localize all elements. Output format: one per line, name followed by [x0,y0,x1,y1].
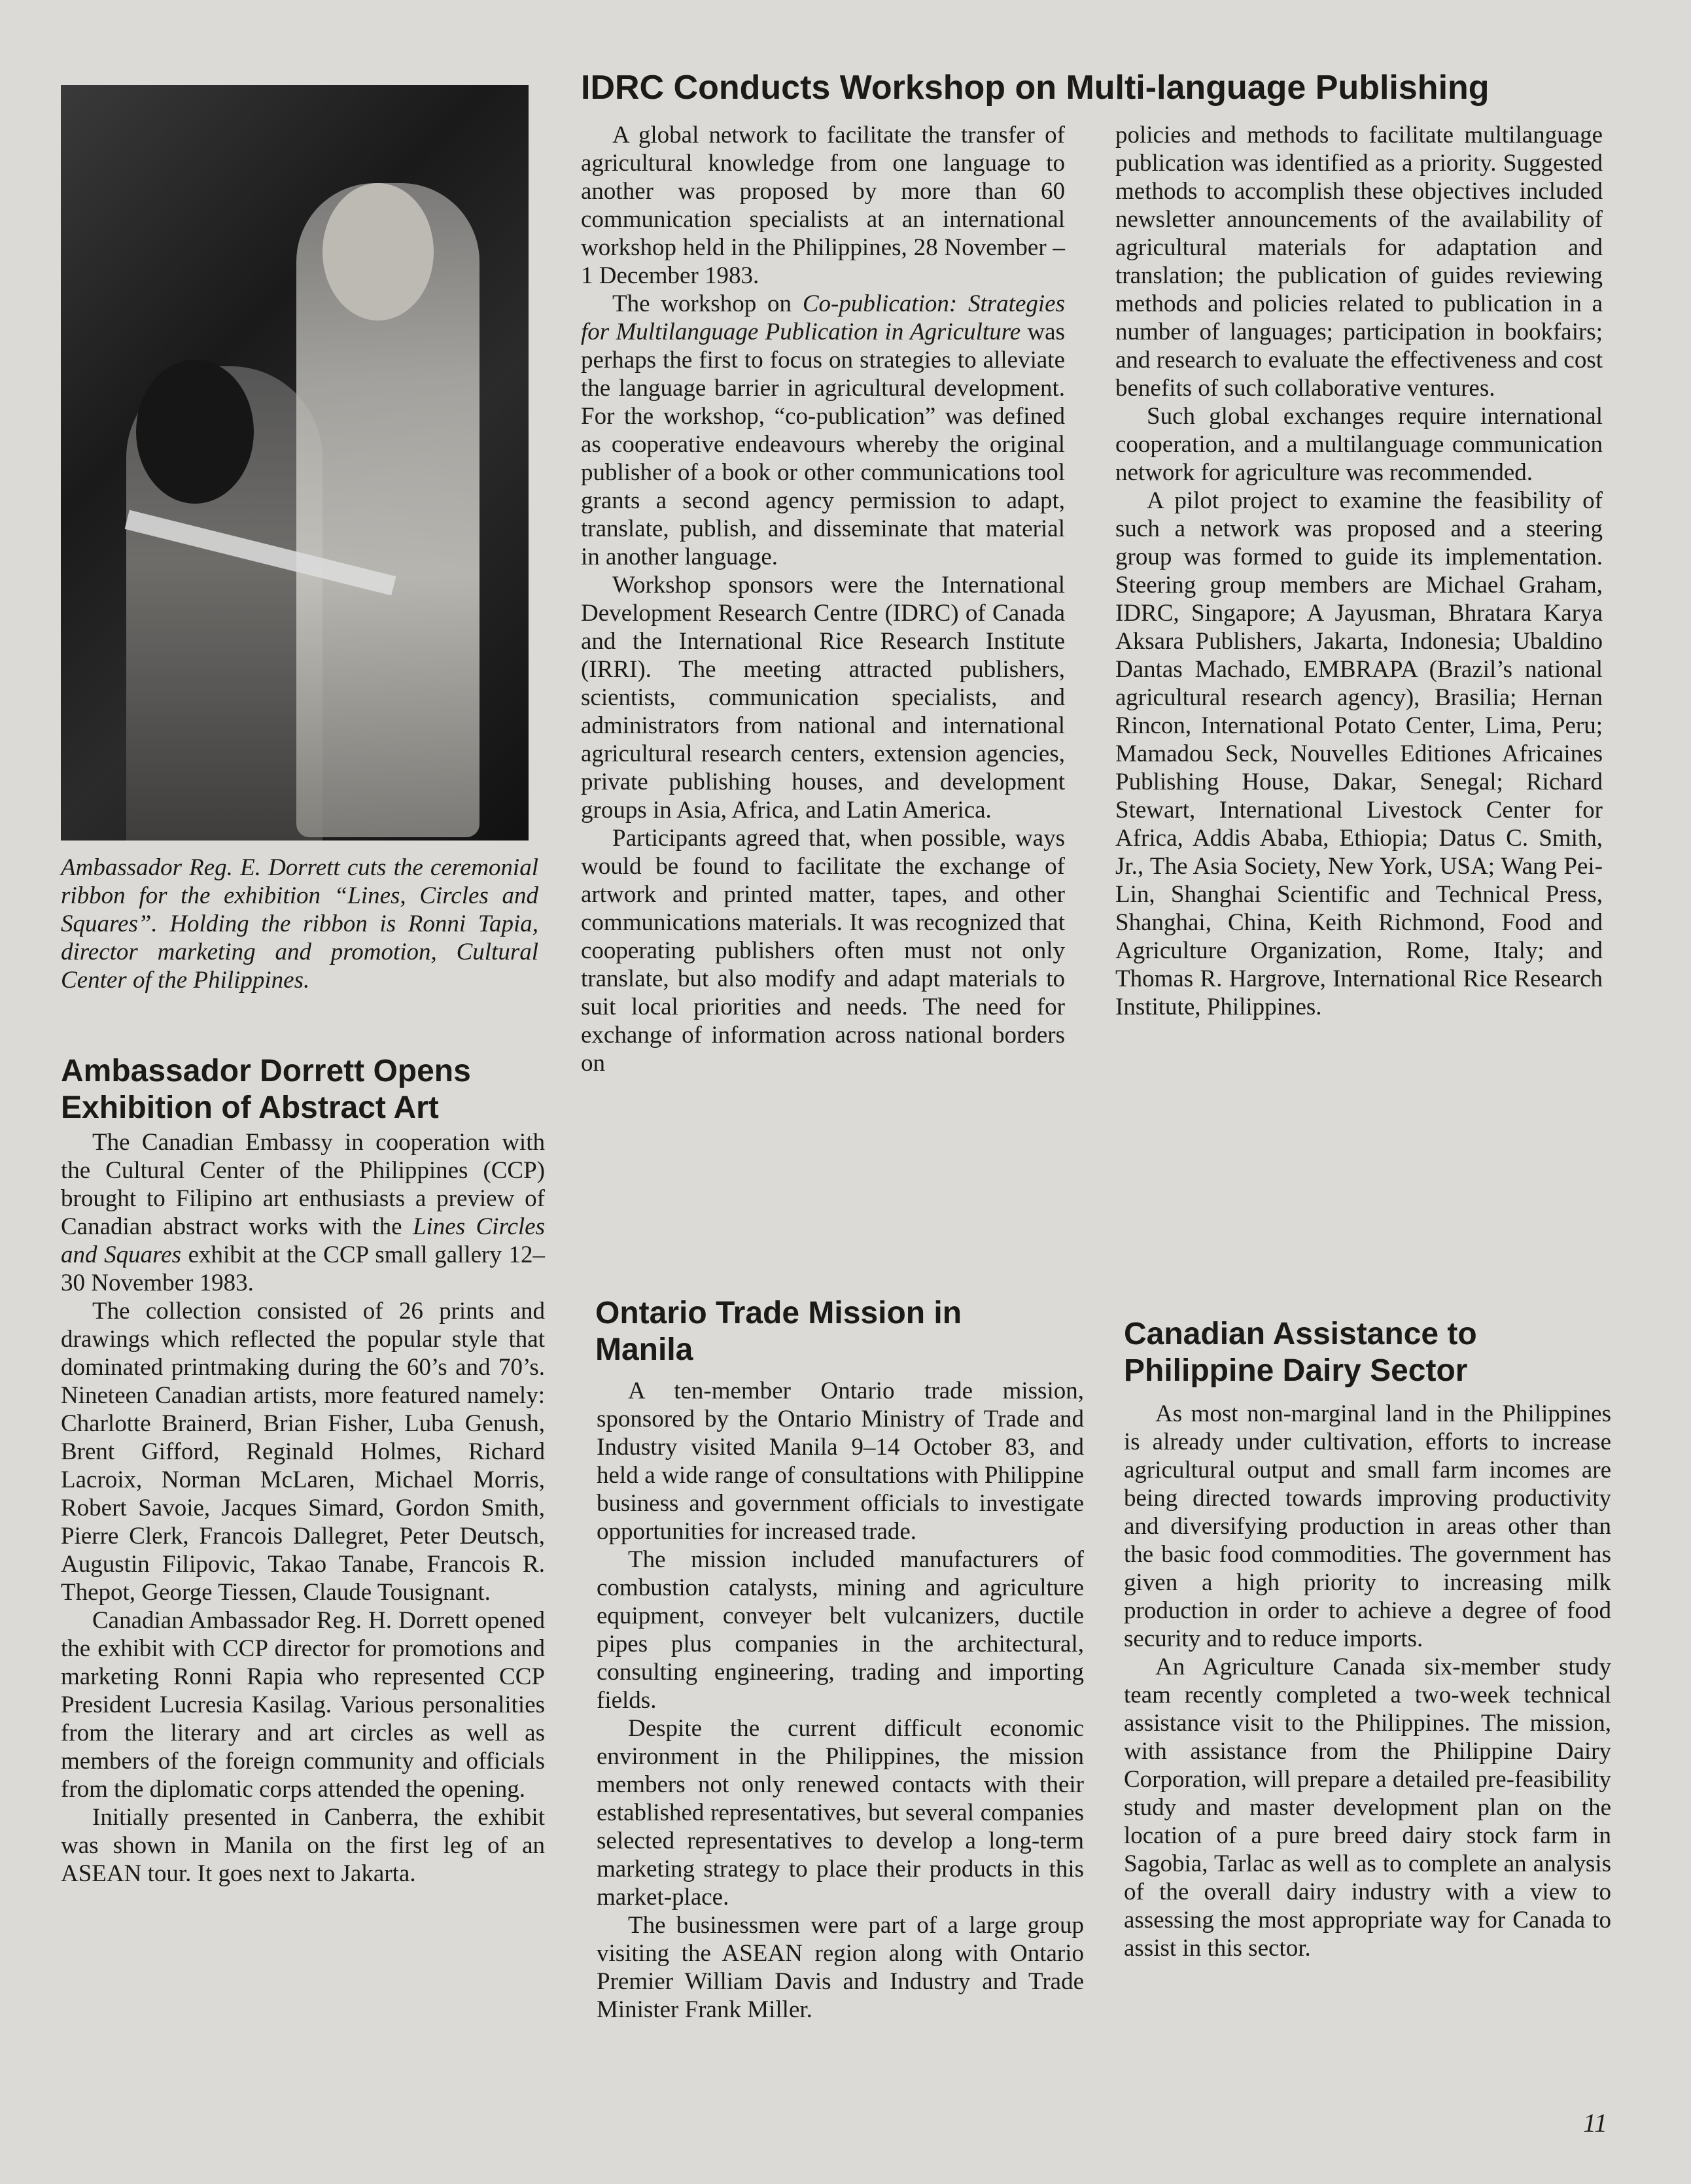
idrc-paragraph: Workshop sponsors were the International Development Research Centre (IDRC) of Canada and the International Rice Research Institute (IRRI). The meeting attracted publishers, scientists, communication specialists, and administrators from national and international agricultural research centers, extension agencies, private publishing houses, and development groups in Asia, Africa, and Latin America. [581,572,1065,823]
dorrett-article-body [61,1128,545,1888]
dorrett-paragraph: The Canadian Embassy in cooperation with the Cultural Center of the Philippines (CCP) brought to Filipino art enthusiasts a preview of Canadian abstract works with the Lines Circles and Squares exhibit at the CCP small gallery 12–30 November 1983. [61,1129,545,1296]
dorrett-paragraph: The collection consisted of 26 prints and drawings which reflected the popular style that dominated printmaking during the 60’s and 70’s. Nineteen Canadian artists, more featured namely: Charlotte Brainerd, Brian Fisher, Luba Genush, Brent Gifford, Reginald Holmes, Richard Lacroix, Norman McLaren, Michael Morris, Robert Savoie, Jacques Simard, Gordon Smith, Pierre Clerk, Francois Dallegret, Peter Deutsch, Augustin Filipovic, Takao Tanabe, Francois R. Thepot, George Tiessen, Claude Tousignant. [61,1298,545,1606]
photo-head-woman [136,360,254,504]
idrc-article-title: IDRC Conducts Workshop on Multi-language Publishing [581,69,1490,107]
idrc-paragraph: Participants agreed that, when possible, ways would be found to facilitate the exchange of artwork and printed matter, tapes, and other communications materials. It was recognized that cooperating publishers often must not only translate, but also modify and adapt materials to suit local priorities and needs. The need for exchange of information across national borders on [581,825,1065,1077]
photo-head-man [323,183,434,321]
idrc-article-body-col1 [581,121,1065,1077]
dairy-paragraph: An Agriculture Canada six-member study team recently completed a two-week technical assistance visit to the Philippines. The mission, with assistance from the Philippine Dairy Corporation, will prepare a detailed pre-feasibility study and master development plan on the location of a pure breed dairy stock farm in Sagobia, Tarlac as well as to complete an analysis of the overall dairy industry with a view to assessing the most appropriate way for Canada to assist in this sector. [1124,1654,1611,1962]
dorrett-paragraph: Initially presented in Canberra, the exhibit was shown in Manila on the first leg of an ASEAN tour. It goes next to Jakarta. [61,1804,545,1887]
ontario-article-title: Ontario Trade Mission in Manila [595,1296,962,1367]
ontario-paragraph: A ten-member Ontario trade mission, sponsored by the Ontario Ministry of Trade and Industry visited Manila 9–14 October 83, and held a wide range of consultations with Philippine business and government officials to investigate opportunities for increased trade. [597,1378,1084,1545]
page-number: 11 [1583,2108,1608,2138]
idrc-article-body-col2 [1115,121,1603,1021]
ontario-paragraph: The businessmen were part of a large group visiting the ASEAN region along with Ontario Premier William Davis and Industry and Trade Minister Frank Miller. [597,1912,1084,2023]
dorrett-article-title: Ambassador Dorrett Opens Exhibition of Abstract Art [61,1054,471,1125]
idrc-paragraph: The workshop on Co-publication: Strategies for Multilanguage Publication in Agriculture was perhaps the first to focus on strategies to alleviate the language barrier in agricultural development. For the workshop, “co-publication” was defined as cooperative endeavours whereby the original publisher of a book or other communications tool grants a second agency permission to adapt, translate, publish, and disseminate that material in another language. [581,290,1065,570]
dairy-article-body [1124,1400,1611,1962]
idrc-paragraph: A pilot project to examine the feasibility of such a network was proposed and a steering group was formed to guide its implementation. Steering group members are Michael Graham, IDRC, Singapore; A Jayusman, Bhratara Karya Aksara Publishers, Jakarta, Indonesia; Ubaldino Dantas Machado, EMBRAPA (Brazil’s national agricultural research agency), Brasilia; Hernan Rincon, International Potato Center, Lima, Peru; Mamadou Seck, Nouvelles Editiones Africaines Publishing House, Dakar, Senegal; Richard Stewart, International Livestock Center for Africa, Addis Ababa, Ethiopia; Datus C. Smith, Jr., The Asia Society, New York, USA; Wang Pei-Lin, Shanghai Scientific and Technical Press, Shanghai, China, Keith Richmond, Food and Agriculture Organization, Rome, Italy; and Thomas R. Hargrove, International Rice Research Institute, Philippines. [1115,487,1603,1020]
idrc-paragraph: policies and methods to facilitate multilanguage publication was identified as a priority. Suggested methods to accomplish these objectives included newsletter announcements of the availability of agricultural materials for adaptation and translation; the publication of guides reviewing methods and policies related to publication in a number of languages; participation in bookfairs; and research to evaluate the effectiveness and cost benefits of such collaborative ventures. [1115,122,1603,402]
ontario-article-body [597,1377,1084,2024]
ribbon-cutting-photo [61,85,529,841]
dorrett-paragraph: Canadian Ambassador Reg. H. Dorrett opened the exhibit with CCP director for promotions and marketing Ronni Rapia who represented CCP President Lucresia Kasilag. Various personalities from the literary and art circles as well as members of the foreign community and officials from the diplomatic corps attended the opening. [61,1607,545,1803]
idrc-paragraph: Such global exchanges require international cooperation, and a multilanguage communication network for agriculture was recommended. [1115,403,1603,486]
ontario-paragraph: Despite the current difficult economic environment in the Philippines, the mission members not only renewed contacts with their established representatives, but several companies selected representatives to develop a long-term marketing strategy to place their products in this market-place. [597,1715,1084,1911]
idrc-paragraph: A global network to facilitate the transfer of agricultural knowledge from one language to another was proposed by more than 60 communication specialists at an international workshop held in the Philippines, 28 November – 1 December 1983. [581,122,1065,289]
dairy-article-title: Canadian Assistance to Philippine Dairy Sector [1124,1317,1477,1388]
ontario-paragraph: The mission included manufacturers of combustion catalysts, mining and agriculture equipment, conveyer belt vulcanizers, ductile pipes plus companies in the architectural, consulting engineering, trading and importing fields. [597,1546,1084,1714]
photo-caption: Ambassador Reg. E. Dorrett cuts the ceremonial ribbon for the exhibition “Lines, Circles and Squares”. Holding the ribbon is Ronni Tapia, director marketing and promotion, Cultural Center of the Philippines. [61,854,538,994]
dairy-paragraph: As most non-marginal land in the Philippines is already under cultivation, efforts to increase agricultural output and small farm incomes are being directed towards improving productivity and diversifying production in areas other than the basic food commodities. The government has given a high priority to increasing milk production in order to achieve a degree of food security and to reduce imports. [1124,1400,1611,1652]
